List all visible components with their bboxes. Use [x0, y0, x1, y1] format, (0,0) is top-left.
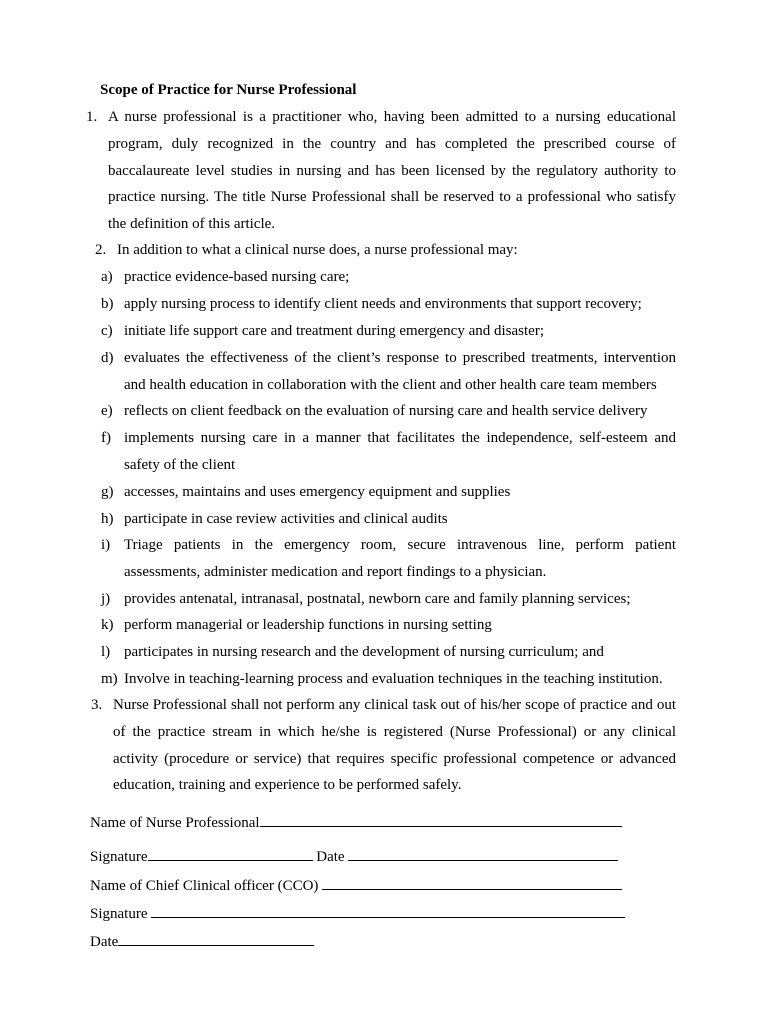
list-item — [101, 612, 676, 639]
item-label: m) — [101, 671, 118, 687]
item-text: reflects on client feedback on the evaluation of nursing care and health service delivery — [124, 403, 648, 419]
item-text: participates in nursing research and the development of nursing curriculum; and — [124, 644, 604, 660]
nurse-name-label: Name of Nurse Professional — [90, 815, 260, 831]
cco-name-field[interactable] — [322, 875, 622, 890]
item-text: Involve in teaching-learning process and evaluation techniques in the teaching institution. — [124, 671, 663, 687]
item-label: g) — [101, 484, 114, 500]
item-text: provides antenatal, intranasal, postnatal, newborn care and family planning services; — [124, 591, 631, 607]
item-label: k) — [101, 617, 114, 633]
item-text: In addition to what a clinical nurse does, a nurse professional may: — [117, 242, 518, 258]
list-item — [101, 639, 676, 666]
item-label: c) — [101, 323, 113, 339]
item-text: perform managerial or leadership functions in nursing setting — [124, 617, 492, 633]
cco-name-row — [90, 875, 622, 895]
item-text: implements nursing care in a manner that facilitates the independence, self-esteem and safety of the client — [124, 430, 676, 473]
cco-signature-field[interactable] — [151, 903, 625, 918]
item-label: e) — [101, 403, 113, 419]
nurse-date-field[interactable] — [348, 846, 618, 861]
list-item — [101, 506, 676, 533]
item-text: accesses, maintains and uses emergency equipment and supplies — [124, 484, 511, 500]
item-text: participate in case review activities and clinical audits — [124, 511, 448, 527]
list-item — [101, 264, 676, 291]
item-label: f) — [101, 430, 111, 446]
item-text: Nurse Professional shall not perform any clinical task out of his/her scope of practice and out of the practice stream in which he/she is registered (Nurse Professional) or any clinical activity (procedure or service) that requires specific professional competence or advanced education, training and experience to be performed safely. — [113, 697, 676, 794]
signature-label: Signature — [90, 849, 148, 865]
item-number: 2. — [95, 242, 107, 258]
date-label: Date — [90, 934, 119, 950]
list-item — [101, 586, 676, 613]
nurse-name-row — [90, 812, 622, 832]
item-label: d) — [101, 350, 114, 366]
signature-label: Signature — [90, 906, 148, 922]
item-label: b) — [101, 296, 114, 312]
list-item — [101, 425, 676, 479]
item-number: 1. — [86, 109, 98, 125]
item-text: evaluates the effectiveness of the client’s response to prescribed treatments, intervention and health education in collaboration with the client and other health care team members — [124, 350, 676, 393]
item-text: apply nursing process to identify client needs and environments that support recovery; — [124, 296, 642, 312]
list-item-1 — [86, 104, 676, 238]
list-item — [101, 532, 676, 586]
list-item-2 — [95, 237, 676, 264]
list-item — [101, 398, 676, 425]
cco-name-label: Name of Chief Clinical officer (CCO) — [90, 878, 319, 894]
list-item — [101, 318, 676, 345]
list-item — [101, 479, 676, 506]
item-label: i) — [101, 537, 111, 553]
cco-date-field[interactable] — [118, 931, 314, 946]
item-text: Triage patients in the emergency room, secure intravenous line, perform patient assessments, administer medication and report findings to a physician. — [124, 537, 676, 580]
item-text: practice evidence-based nursing care; — [124, 269, 350, 285]
item-label: a) — [101, 269, 113, 285]
page-title: Scope of Practice for Nurse Professional — [100, 82, 357, 98]
list-item — [101, 345, 676, 399]
item-text: A nurse professional is a practitioner who, having been admitted to a nursing educational program, duly recognized in the country and has completed the prescribed course of baccalaureate level studies in nursing and has been licensed by the regulatory authority to practice nursing. The title Nurse Professional shall be reserved to a professional who satisfy the definition of this article. — [108, 109, 676, 233]
item-label: h) — [101, 511, 114, 527]
nurse-name-field[interactable] — [260, 812, 622, 827]
list-item — [101, 291, 676, 318]
cco-date-row — [90, 931, 314, 951]
item-label: l) — [101, 644, 111, 660]
item-number: 3. — [91, 697, 103, 713]
list-item — [101, 666, 676, 693]
nurse-signature-field[interactable] — [148, 846, 313, 861]
signature-date-row — [90, 846, 618, 866]
item-text: initiate life support care and treatment during emergency and disaster; — [124, 323, 544, 339]
cco-signature-row — [90, 903, 625, 923]
date-label: Date — [316, 849, 345, 865]
item-label: j) — [101, 591, 111, 607]
list-item-3 — [91, 692, 676, 799]
